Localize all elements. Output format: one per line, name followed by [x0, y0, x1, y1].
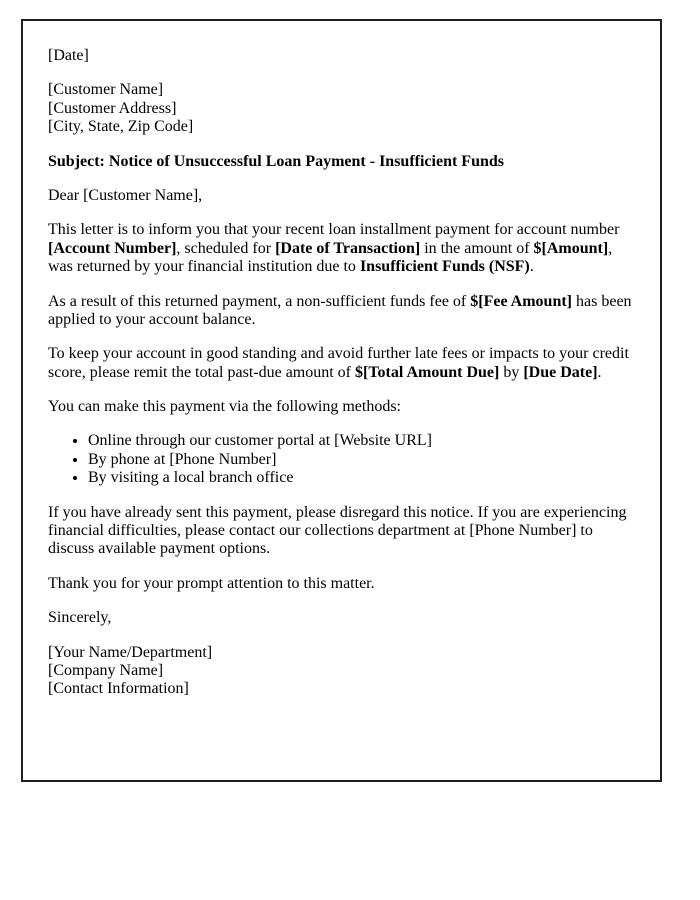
paragraph-remit-request [48, 345, 635, 382]
text-segment: , was returned by your financial institution due to [48, 239, 613, 276]
placeholder-amount: $[Amount] [533, 239, 609, 257]
paragraph-nsf-fee [48, 293, 635, 330]
signature-contact: [Contact Information] [48, 680, 189, 698]
recipient-name: [Customer Name] [48, 81, 164, 99]
signature-name-department: [Your Name/Department] [48, 643, 213, 661]
placeholder-transaction-date: [Date of Transaction] [275, 239, 421, 257]
paragraph-disregard-notice: If you have already sent this payment, please disregard this notice. If you are experiencing financial difficulties, please contact our collections department at [Phone Number] to discuss available payment options. [48, 503, 627, 558]
text-segment: has been applied to your account balance. [48, 292, 632, 328]
payment-methods-list [48, 432, 635, 487]
list-item-online-portal: • Online through our customer portal at [Website URL] [88, 432, 635, 450]
placeholder-due-date: [Due Date] [523, 363, 598, 381]
recipient-city-state-zip: [City, State, Zip Code] [48, 118, 194, 136]
recipient-block [48, 81, 635, 136]
paragraph-thank-you: Thank you for your prompt attention to this matter. [48, 574, 375, 592]
text-segment: To keep your account in good standing and avoid further late fees or impacts to your credit score, please remit the total past-due amount of [48, 345, 629, 381]
signature-company: [Company Name] [48, 661, 164, 679]
list-item-branch-office: • By visiting a local branch office [88, 469, 635, 487]
payment-methods-intro: You can make this payment via the following methods: [48, 398, 401, 416]
signature-block [48, 644, 635, 699]
text-segment: . [597, 363, 602, 381]
nsf-emphasis: Insufficient Funds (NSF) [359, 258, 530, 276]
placeholder-account-number: [Account Number] [48, 239, 177, 257]
text-segment: . [529, 258, 534, 276]
text-segment: This letter is to inform you that your recent loan installment payment for account number [48, 221, 620, 239]
text-segment: by [499, 363, 524, 381]
placeholder-total-amount-due: $[Total Amount Due] [355, 363, 500, 381]
placeholder-fee-amount: $[Fee Amount] [470, 292, 573, 310]
text-segment: , scheduled for [176, 239, 276, 257]
paragraph-payment-returned [48, 221, 635, 276]
recipient-address: [Customer Address] [48, 99, 177, 117]
list-item-phone: • By phone at [Phone Number] [88, 451, 635, 469]
letter-container [21, 19, 662, 782]
text-segment: As a result of this returned payment, a non-sufficient funds fee of [48, 292, 471, 310]
subject-line: Subject: Notice of Unsuccessful Loan Payment - Insufficient Funds [48, 152, 504, 170]
date-line: [Date] [48, 47, 89, 64]
closing: Sincerely, [48, 609, 112, 627]
salutation: Dear [Customer Name], [48, 186, 203, 204]
text-segment: in the amount of [420, 239, 534, 257]
